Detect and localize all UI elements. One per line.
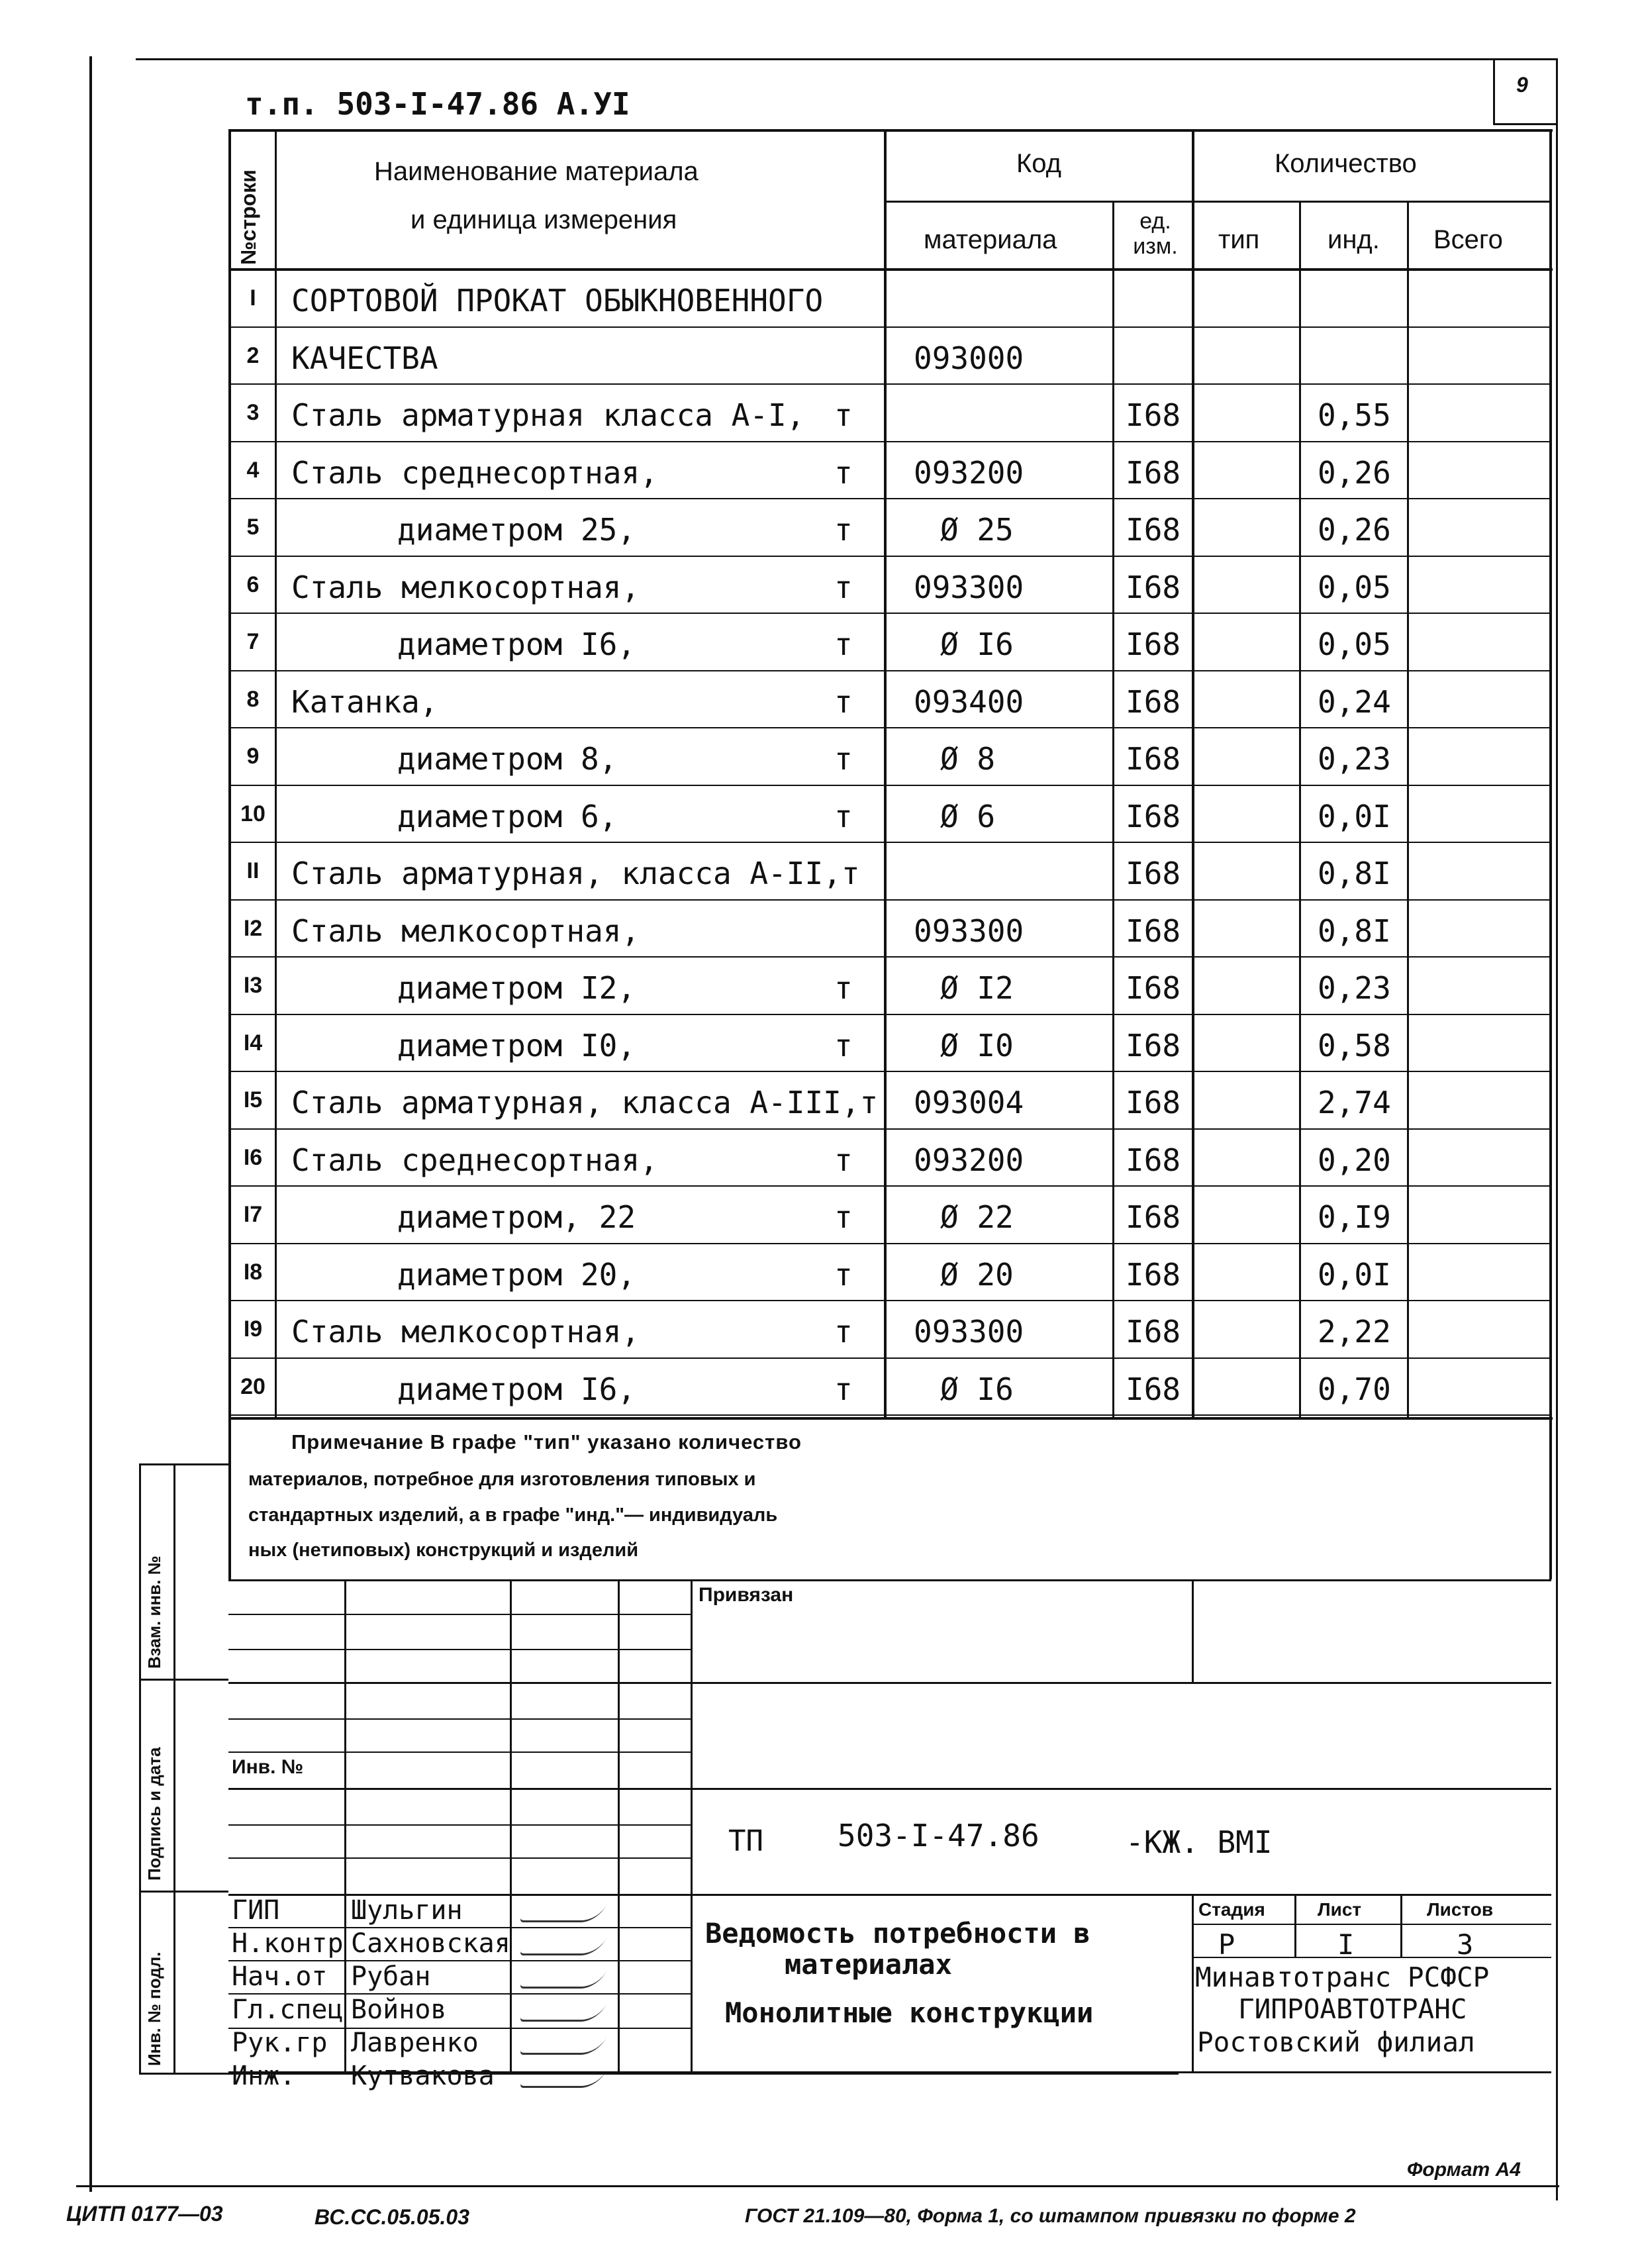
cell-name: Сталь арматурная класса А-I, [291, 397, 805, 433]
cell-code: 093300 [914, 1314, 1024, 1350]
stamp-h1 [228, 1614, 692, 1615]
cell-name: диаметром I2, [397, 970, 636, 1006]
side-label-inv-podl: Инв. № подл. [144, 1951, 164, 2066]
cell-ind: 2,74 [1318, 1085, 1391, 1120]
cell-n: 20 [240, 1373, 266, 1399]
cell-name: Сталь среднесортная, [291, 454, 658, 491]
table-row [0, 500, 1642, 558]
frame-bottom-line [76, 2185, 1559, 2187]
signature-name: Шульгин [351, 1895, 463, 1926]
cell-n: I3 [243, 973, 263, 998]
header-qty-total: Всего [1433, 225, 1503, 254]
cell-unit: т [834, 569, 853, 605]
cell-ind: 0,05 [1318, 626, 1391, 662]
cell-unit: т [834, 626, 853, 662]
cell-name: Сталь мелкосортная, [291, 1314, 640, 1350]
signature-name: Кутвакова [351, 2061, 495, 2091]
cell-izm: I68 [1126, 683, 1181, 720]
cell-n: I9 [243, 1316, 263, 1342]
cell-code: 093300 [914, 569, 1024, 605]
cell-n: 8 [246, 686, 260, 712]
cell-ind: 0,58 [1318, 1027, 1391, 1063]
header-name-line1: Наименование материала [374, 157, 699, 186]
cell-unit: т [834, 512, 853, 548]
cell-n: I7 [243, 1202, 263, 1227]
header-row-number: №строки [236, 170, 260, 265]
cell-n: I8 [243, 1259, 263, 1285]
note-line-4: ных (нетиповых) конструкций и изделий [248, 1540, 639, 1561]
cell-ind: 0,55 [1318, 397, 1391, 433]
doc-reference: т.п. 503-I-47.86 А.УI [245, 86, 630, 122]
table-row [0, 385, 1642, 443]
cell-name: диаметром 8, [397, 741, 618, 777]
cell-ind: 0,20 [1318, 1142, 1391, 1178]
handwritten-signature [519, 2004, 607, 2022]
cell-izm: I68 [1126, 626, 1181, 662]
cell-unit: т [834, 1314, 853, 1350]
note-line-1: Примечание В графе "тип" указано количество [291, 1430, 802, 1454]
cell-ind: 0,0I [1318, 798, 1391, 834]
stamp-h4 [228, 1718, 692, 1720]
page-number-box-left [1493, 58, 1495, 124]
cell-izm: I68 [1126, 741, 1181, 777]
header-code-unit: ед. изм. [1133, 209, 1178, 259]
stamp-mark: -КЖ. ВМI [1126, 1824, 1273, 1860]
cell-izm: I68 [1126, 798, 1181, 834]
privyazan-label: Привязан [699, 1584, 794, 1606]
cell-n: 5 [246, 515, 260, 540]
cell-ind: 2,22 [1318, 1314, 1391, 1350]
cell-izm: I68 [1126, 1027, 1181, 1063]
cell-ind: 0,24 [1318, 683, 1391, 720]
cell-code: Ø 22 [940, 1199, 1014, 1235]
inv-no-label: Инв. № [232, 1756, 304, 1778]
header-sub-line [884, 201, 1551, 203]
header-name-line2: и единица измерения [410, 205, 677, 234]
table-bottom [228, 1417, 1553, 1420]
cell-izm: I68 [1126, 856, 1181, 891]
cell-izm: I68 [1126, 512, 1181, 548]
cell-name: диаметром I6, [397, 626, 636, 662]
stamp-title-line3: Монолитные конструкции [725, 1997, 1094, 2029]
cell-n: 9 [246, 744, 260, 769]
stamp-v3 [618, 1579, 620, 2073]
cell-ind: 0,26 [1318, 512, 1391, 548]
cell-ind: 0,05 [1318, 569, 1391, 605]
table-row [0, 1016, 1642, 1073]
cell-n: 6 [246, 571, 260, 597]
sheets-value: 3 [1457, 1928, 1474, 1961]
cell-izm: I68 [1126, 454, 1181, 491]
table-row [0, 1130, 1642, 1188]
signature-name: Рубан [351, 1961, 431, 1992]
stamp-tp: ТП [728, 1824, 763, 1858]
stamp-h2 [228, 1649, 692, 1650]
cell-name: диаметром 25, [397, 512, 636, 548]
cell-n: I [250, 285, 256, 311]
cell-name: Катанка, [291, 683, 438, 720]
stamp-doc-no: 503-I-47.86 [838, 1818, 1039, 1853]
cell-n: II [246, 858, 260, 883]
cell-unit: т [834, 970, 853, 1006]
table-row [0, 271, 1642, 328]
side-label-podpis: Подпись и дата [144, 1747, 164, 1881]
cell-ind: 0,I9 [1318, 1199, 1391, 1235]
table-row [0, 1302, 1642, 1359]
cell-name: диаметром I6, [397, 1371, 636, 1407]
signature-role: Рук.гр [232, 2028, 328, 2058]
side-strip-top [139, 1463, 228, 1465]
stamp-v6 [1192, 1894, 1194, 2073]
cell-code: 093000 [914, 340, 1024, 376]
table-row [0, 844, 1642, 901]
table-row [0, 672, 1642, 730]
sheet-label: Лист [1318, 1899, 1362, 1920]
signature-role: Нач.от [232, 1961, 328, 1992]
cell-izm: I68 [1126, 912, 1181, 949]
stamp-top [228, 1579, 1551, 1581]
cell-unit: т [834, 1142, 853, 1178]
note-line-3: стандартных изделий, а в графе "инд."— индивидуаль [248, 1504, 778, 1526]
cell-code: 093300 [914, 912, 1024, 949]
side-sep-1 [139, 1679, 228, 1681]
header-code: Код [1016, 149, 1062, 178]
signature-role: ГИП [232, 1895, 280, 1926]
cell-izm: I68 [1126, 397, 1181, 433]
signature-name: Войнов [351, 1995, 447, 2025]
cell-code: 093400 [914, 683, 1024, 720]
cell-unit: т [834, 798, 853, 834]
footer-series-code: ВС.СС.05.05.03 [314, 2205, 469, 2229]
handwritten-signature [519, 2037, 607, 2055]
cell-izm: I68 [1126, 1371, 1181, 1407]
stamp-h5 [228, 1751, 692, 1753]
stamp-h7 [228, 1824, 692, 1826]
sheet-value: I [1337, 1928, 1355, 1961]
cell-name: диаметром I0, [397, 1027, 636, 1063]
stamp-v2 [510, 1579, 512, 2073]
cell-name: Сталь арматурная, класса А-III,т [291, 1085, 879, 1120]
handwritten-signature [519, 1904, 607, 1922]
table-row [0, 1245, 1642, 1303]
table-row [0, 443, 1642, 501]
cell-code: Ø I6 [940, 626, 1014, 662]
cell-n: 7 [246, 629, 260, 654]
page-number-box-bottom [1493, 123, 1558, 125]
cell-izm: I68 [1126, 970, 1181, 1006]
cell-n: 3 [246, 400, 260, 425]
header-qty-ind: инд. [1328, 225, 1380, 254]
cell-code: 093004 [914, 1085, 1024, 1120]
header-qty-type: тип [1218, 225, 1260, 254]
cell-n: I2 [243, 915, 263, 941]
cell-n: 4 [246, 457, 260, 483]
cell-unit: т [834, 397, 853, 433]
cell-izm: I68 [1126, 569, 1181, 605]
cell-n: 2 [246, 342, 260, 368]
cell-unit: т [834, 741, 853, 777]
cell-unit: т [834, 454, 853, 491]
signature-name: Сахновская [351, 1928, 510, 1959]
stamp-h8 [228, 1857, 692, 1859]
table-row [0, 1359, 1642, 1417]
table-row [0, 1073, 1642, 1130]
cell-code: 093200 [914, 1142, 1024, 1178]
handwritten-signature [519, 2070, 607, 2088]
cell-unit: т [834, 1256, 853, 1293]
stamp-h-stage2 [1192, 1957, 1551, 1958]
cell-ind: 0,23 [1318, 741, 1391, 777]
cell-name: СОРТОВОЙ ПРОКАТ ОБЫКНОВЕННОГО [291, 283, 824, 319]
footer-gost: ГОСТ 21.109—80, Форма 1, со штампом привязки по форме 2 [745, 2205, 1356, 2227]
cell-code: 093200 [914, 454, 1024, 491]
cell-izm: I68 [1126, 1142, 1181, 1178]
table-row [0, 958, 1642, 1016]
stamp-h3 [228, 1682, 1551, 1684]
stamp-v1 [344, 1579, 346, 2073]
table-row [0, 787, 1642, 844]
cell-ind: 0,26 [1318, 454, 1391, 491]
cell-name: диаметром 20, [397, 1256, 636, 1293]
stamp-h6 [228, 1788, 1551, 1790]
cell-name: Сталь мелкосортная, [291, 569, 640, 605]
stamp-title-line1: Ведомость потребности в [705, 1917, 1090, 1949]
table-row [0, 1187, 1642, 1245]
cell-ind: 0,0I [1318, 1256, 1391, 1293]
table-row [0, 328, 1642, 386]
side-strip-left [139, 1463, 141, 2073]
stamp-v-stage1 [1294, 1894, 1296, 1957]
cell-izm: I68 [1126, 1199, 1181, 1235]
cell-n: 10 [240, 801, 266, 826]
cell-name: КАЧЕСТВА [291, 340, 438, 376]
cell-code: Ø I0 [940, 1027, 1014, 1063]
cell-name: диаметром, 22 [397, 1199, 636, 1235]
org-line2: ГИПРОАВТОТРАНС [1238, 1993, 1467, 2025]
note-line-2: материалов, потребное для изготовления типовых и [248, 1469, 756, 1490]
cell-ind: 0,23 [1318, 970, 1391, 1006]
cell-n: I5 [243, 1087, 263, 1112]
signature-role: Гл.спец [232, 1995, 344, 2025]
org-line3: Ростовский филиал [1197, 2026, 1475, 2058]
cell-name: Сталь арматурная, класса А-II,т [291, 856, 860, 891]
cell-code: Ø I2 [940, 970, 1014, 1006]
stamp-title-line2: материалах [785, 1948, 952, 1981]
cell-unit: т [834, 683, 853, 720]
side-strip-right [173, 1463, 175, 2073]
stamp-v4 [691, 1579, 693, 2073]
handwritten-signature [519, 1971, 607, 1989]
cell-unit: т [834, 1027, 853, 1063]
table-top [228, 129, 1553, 132]
stage-label: Стадия [1198, 1899, 1265, 1920]
footer-left-code: ЦИТП 0177—03 [66, 2202, 223, 2226]
page-number: 9 [1516, 73, 1528, 97]
cell-name: Сталь мелкосортная, [291, 912, 640, 949]
cell-code: Ø 25 [940, 512, 1014, 548]
org-line1: Минавтотранс РСФСР [1195, 1961, 1490, 1993]
frame-top-line [136, 58, 1558, 60]
cell-ind: 0,8I [1318, 912, 1391, 949]
cell-code: Ø 8 [940, 741, 996, 777]
cell-izm: I68 [1126, 1256, 1181, 1293]
stamp-v5 [1192, 1579, 1194, 1682]
table-row [0, 901, 1642, 959]
stamp-v-stage2 [1400, 1894, 1402, 1957]
cell-code: Ø 20 [940, 1256, 1014, 1293]
signature-name: Лавренко [351, 2028, 479, 2058]
header-quantity: Количество [1275, 149, 1417, 178]
cell-name: Сталь среднесортная, [291, 1142, 658, 1178]
cell-unit: т [834, 1199, 853, 1235]
cell-izm: I68 [1126, 1314, 1181, 1350]
table-row [0, 729, 1642, 787]
signature-role: Н.контр [232, 1928, 344, 1959]
table-row [0, 615, 1642, 672]
signature-role: Инж. [232, 2061, 296, 2091]
stage-value: Р [1218, 1928, 1235, 1961]
side-sep-2 [139, 1891, 228, 1893]
cell-ind: 0,70 [1318, 1371, 1391, 1407]
stamp-h-stage [1192, 1924, 1551, 1925]
cell-n: I4 [243, 1030, 263, 1056]
cell-ind: 0,8I [1318, 856, 1391, 891]
header-code-material: материала [924, 225, 1057, 254]
cell-n: I6 [243, 1144, 263, 1170]
cell-izm: I68 [1126, 1085, 1181, 1120]
cell-code: Ø 6 [940, 798, 996, 834]
sheets-label: Листов [1427, 1899, 1494, 1920]
handwritten-signature [519, 1938, 607, 1955]
table-row [0, 558, 1642, 615]
cell-name: диаметром 6, [397, 798, 618, 834]
side-label-vzam: Взам. инв. № [144, 1555, 164, 1669]
footer-format: Формат А4 [1407, 2159, 1521, 2181]
cell-code: Ø I6 [940, 1371, 1014, 1407]
cell-unit: т [834, 1371, 853, 1407]
